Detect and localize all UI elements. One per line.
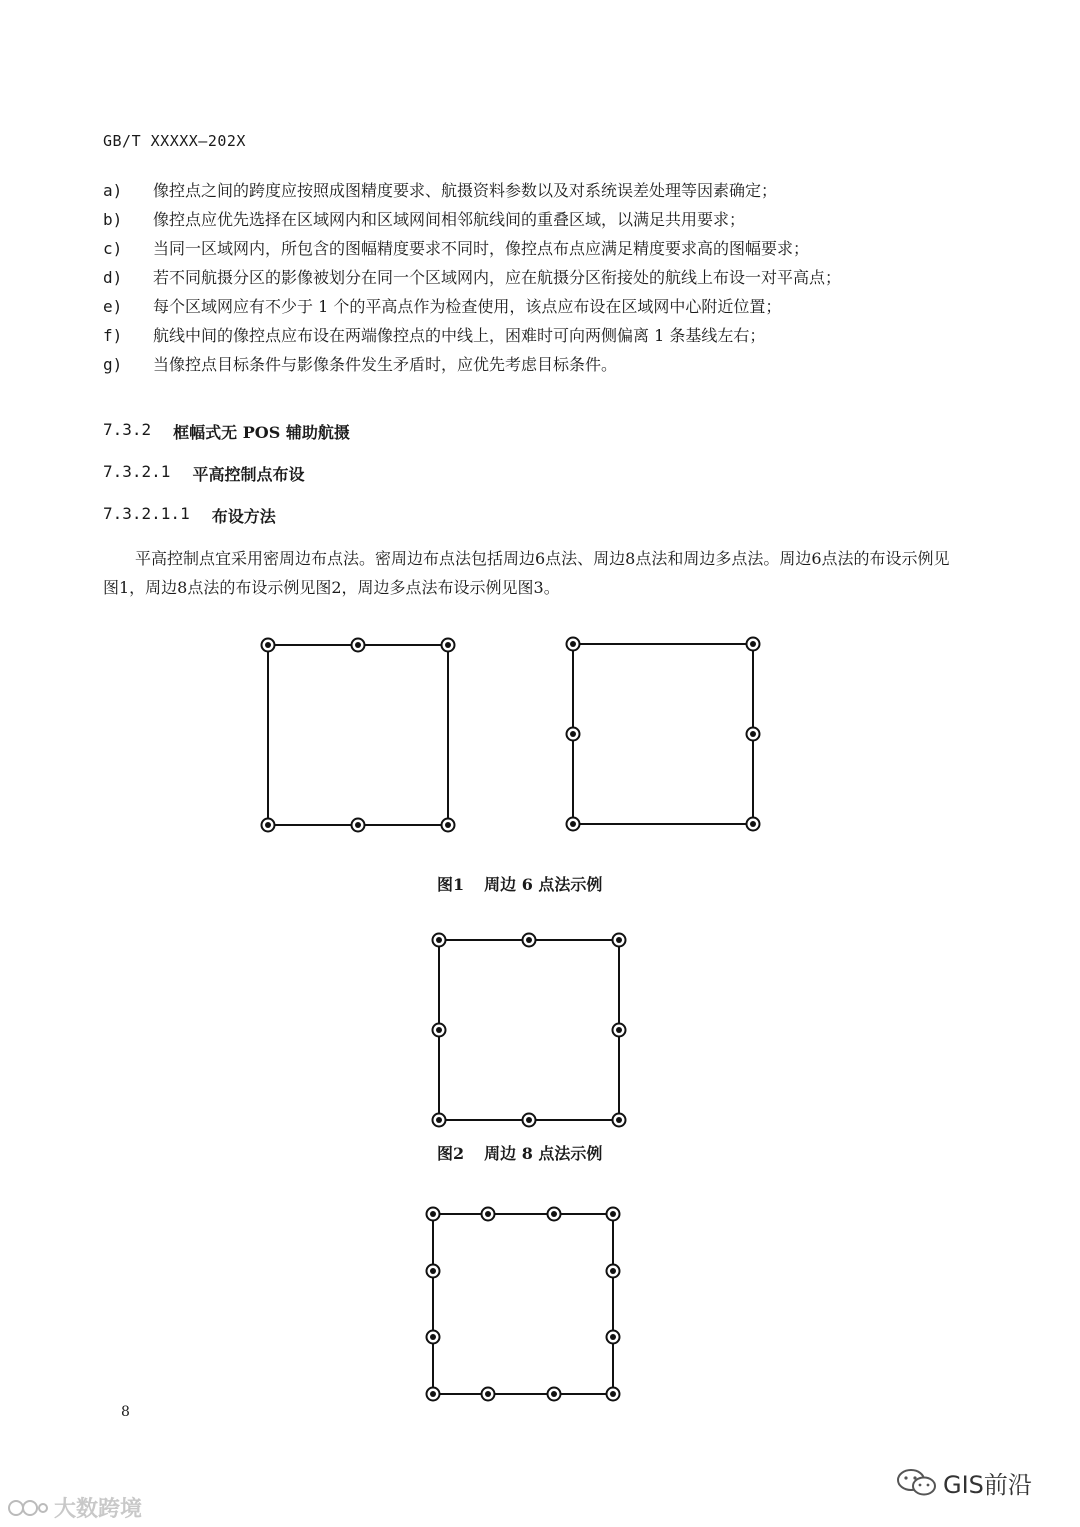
page-number: 8: [121, 1404, 130, 1420]
body-paragraph: 平高控制点宜采用密周边布点法。密周边布点法包括周边6点法、周边8点法和周边多点法。周边6点法的布设示例见图1，周边8点法的布设示例见图2，周边多点法布设示例见图3。: [103, 549, 950, 597]
control-point-dot: [430, 1391, 436, 1397]
section-heading-7-3-2: [103, 420, 350, 443]
figure-2-caption: [437, 1141, 602, 1164]
list-marker: b): [103, 210, 123, 229]
control-point-dot: [485, 1211, 491, 1217]
control-point-dot: [436, 1027, 442, 1033]
figure-1-caption: [437, 872, 602, 895]
control-point-dot: [485, 1391, 491, 1397]
watermark-logo-icon: [6, 1495, 50, 1521]
figure-1-diagram-right: [563, 634, 763, 834]
requirements-list: [103, 176, 963, 379]
control-point-dot: [430, 1268, 436, 1274]
section-title: 布设方法: [211, 507, 276, 526]
watermark-left-text: 大数跨境: [54, 1497, 143, 1522]
list-text: 像控点之间的跨度应按照成图精度要求、航摄资料参数以及对系统误差处理等因素确定；: [153, 181, 778, 200]
figure-title: 周边 8 点法示例: [484, 1144, 603, 1163]
control-points: [567, 638, 760, 831]
watermark-left: [6, 1492, 142, 1523]
control-point-dot: [551, 1211, 557, 1217]
control-point-dot: [551, 1391, 557, 1397]
control-point-dot: [355, 822, 361, 828]
control-points: [262, 639, 455, 832]
section-title: 平高控制点布设: [192, 465, 305, 484]
control-point-dot: [265, 822, 271, 828]
control-points: [427, 1208, 620, 1401]
control-point-dot: [610, 1334, 616, 1340]
control-point-dot: [436, 1117, 442, 1123]
control-point-dot: [526, 937, 532, 943]
watermark-right: [895, 1465, 1032, 1500]
list-marker: c): [103, 239, 123, 258]
control-point-dot: [570, 641, 576, 647]
list-text: 每个区域网应有不少于 1 个的平高点作为检查使用，该点应布设在区域网中心附近位置；: [153, 297, 782, 316]
control-point-dot: [526, 1117, 532, 1123]
control-point-dot: [445, 822, 451, 828]
control-point-dot: [616, 1027, 622, 1033]
diagram-frame: [433, 1214, 613, 1394]
control-point-dot: [445, 642, 451, 648]
list-item: [103, 205, 963, 234]
wechat-icon: [895, 1466, 939, 1500]
control-point-dot: [610, 1268, 616, 1274]
list-item: [103, 350, 963, 379]
control-point-dot: [610, 1391, 616, 1397]
control-point-dot: [610, 1211, 616, 1217]
list-item: [103, 321, 963, 350]
list-text: 航线中间的像控点应布设在两端像控点的中线上，困难时可向两侧偏离 1 条基线左右；: [153, 326, 766, 345]
list-item: [103, 234, 963, 263]
section-number: 7.3.2.1.1: [103, 504, 190, 523]
list-marker: e): [103, 297, 123, 316]
diagram-frame: [439, 940, 619, 1120]
figure-number: 图1: [437, 875, 465, 894]
section-number: 7.3.2: [103, 420, 152, 439]
control-points: [433, 934, 626, 1127]
figure-number: 图2: [437, 1144, 465, 1163]
list-text: 像控点应优先选择在区域网内和区域网间相邻航线间的重叠区域，以满足共用要求；: [153, 210, 746, 229]
diagram-frame: [268, 645, 448, 825]
control-point-dot: [616, 1117, 622, 1123]
section-number: 7.3.2.1: [103, 462, 171, 481]
list-marker: f): [103, 326, 123, 345]
control-point-dot: [265, 642, 271, 648]
list-marker: g): [103, 355, 123, 374]
section-title: 框幅式无 POS 辅助航摄: [173, 423, 350, 442]
diagram-frame: [573, 644, 753, 824]
list-item: [103, 292, 963, 321]
standard-code: GB/T XXXXX—202X: [103, 132, 246, 150]
control-point-dot: [570, 731, 576, 737]
list-text: 当同一区域网内，所包含的图幅精度要求不同时，像控点布点应满足精度要求高的图幅要求；: [153, 239, 810, 258]
watermark-right-text: GIS前沿: [943, 1471, 1032, 1499]
figure-1-diagram-left: [258, 635, 458, 835]
list-text: 当像控点目标条件与影像条件发生矛盾时，应优先考虑目标条件。: [153, 355, 618, 374]
control-point-dot: [355, 642, 361, 648]
list-marker: a): [103, 181, 123, 200]
control-point-dot: [750, 821, 756, 827]
control-point-dot: [570, 821, 576, 827]
figure-title: 周边 6 点法示例: [484, 875, 603, 894]
control-point-dot: [430, 1334, 436, 1340]
control-point-dot: [750, 641, 756, 647]
figure-2-diagram: [429, 930, 629, 1130]
control-point-dot: [436, 937, 442, 943]
control-point-dot: [430, 1211, 436, 1217]
control-point-dot: [616, 937, 622, 943]
section-heading-7-3-2-1: [103, 462, 304, 485]
section-heading-7-3-2-1-1: [103, 504, 276, 527]
list-marker: d): [103, 268, 123, 287]
list-item: [103, 176, 963, 205]
figure-3-diagram: [423, 1204, 623, 1404]
list-item: [103, 263, 963, 292]
control-point-dot: [750, 731, 756, 737]
list-text: 若不同航摄分区的影像被划分在同一个区域网内，应在航摄分区衔接处的航线上布设一对平高点；: [153, 268, 842, 287]
